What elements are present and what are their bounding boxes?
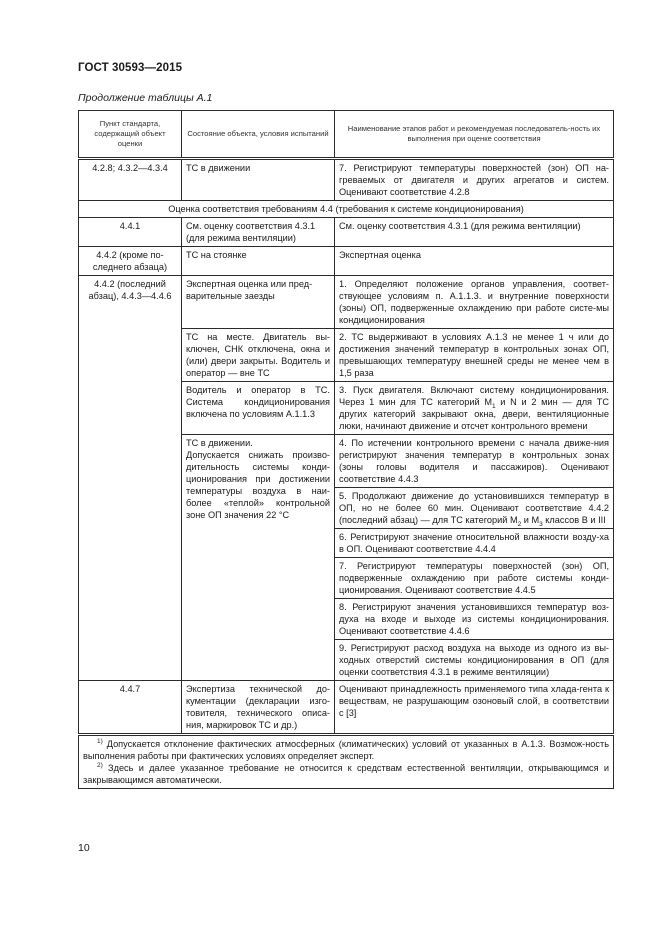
condition-cell: ТС на стоянке <box>182 247 335 276</box>
condition-cell: Экспертиза технической до-кументации (декларации изго-товителя, технического описа-ния, маркировок ТС и др.) <box>182 681 335 735</box>
stage-cell: Экспертная оценка <box>335 247 614 276</box>
stage-cell: 1. Определяют положение органов управления, соответ-ствующее условиям п. А.1.1.3. и внутренние поверхности (зоны) ОП, подверженные охлаждению при работе систе-мы кондиционирования <box>335 276 614 329</box>
condition-cell <box>182 435 335 681</box>
stage-text: 3. Пуск двигателя. Включают систему кондиционирования. Через 1 мин для ТС категорий М <box>339 385 609 407</box>
condition-cell: Водитель и оператор в ТС. Система кондиционирования включена по условиям А.1.1.3 <box>182 382 335 435</box>
notes-row <box>79 735 614 789</box>
stage-cell: 7. Регистрируют температуры поверхностей (зон) ОП, подверженные охлаждению при работе системы конди-ционирования. Оценивают соответствие 4.4.5 <box>335 558 614 599</box>
stage-cell: 9. Регистрируют расход воздуха на выходе из одного из вы-ходных отверстий системы кондиционирования в ОП (для оценки соответствия 4.3.1 в режиме вентиляции) <box>335 640 614 681</box>
condition-line: Допускается снижать произво-дительность системы конди-ционирования при достижении температуры воздуха в наи-более «теплой» контрольной зоне ОП значения 22 °С <box>186 450 330 520</box>
point-cell: 4.4.2 (кроме по-следнего абзаца) <box>79 247 182 276</box>
table-row <box>79 247 614 276</box>
subscript: 3 <box>539 520 543 528</box>
stage-cell: 8. Регистрируют значения установившихся температур воз-духа на входе и выходе из системы кондиционирования. Оценивают соответствие 4.4.6 <box>335 599 614 640</box>
stage-cell: Оценивают принадлежность применяемого типа хлада-гента к веществам, не разрушающим озоновый слой, в соответствии с [3] <box>335 681 614 735</box>
column-header-condition: Состояние объекта, условия испытаний <box>182 111 335 159</box>
section-heading: Оценка соответствия требованиям 4.4 (требования к системе кондиционирования) <box>79 201 614 218</box>
stage-cell: 4. По истечении контрольного времени с начала движе-ния регистрируют значения температур в контрольных зонах (зоны головы водителя и пассажиров). Оценивают соответствие 4.4.3 <box>335 435 614 488</box>
stage-text: и М <box>521 515 540 525</box>
stage-cell: См. оценку соответствия 4.3.1 (для режима вентиляции) <box>335 218 614 247</box>
stage-cell: 2. ТС выдерживают в условиях А.1.3 не менее 1 ч или до достижения значений температур в контрольных зонах ОП, превышающих температуру внешней среды не менее чем в 1,5 раза <box>335 329 614 382</box>
subscript: 2 <box>517 520 522 528</box>
stage-cell: 6. Регистрируют значение относительной влажности возду-ха в ОП. Оценивают соответствие 4.4.4 <box>335 529 614 558</box>
table-row <box>79 681 614 735</box>
point-cell: 4.2.8; 4.3.2—4.3.4 <box>79 159 182 201</box>
table-row <box>79 159 614 201</box>
footnote <box>83 762 609 786</box>
point-cell: 4.4.1 <box>79 218 182 247</box>
condition-line: ТС в движении. <box>186 438 253 448</box>
table-caption: Продолжение таблицы А.1 <box>78 92 213 104</box>
page-number: 10 <box>78 842 90 854</box>
footnote <box>83 738 609 762</box>
stage-text: классов В и III <box>542 515 606 525</box>
point-cell: 4.4.2 (последний абзац), 4.4.3—4.4.6 <box>79 276 182 681</box>
footnote-mark: 1) <box>97 737 103 745</box>
column-header-stage: Наименование этапов работ и рекомендуемая последователь-ность их выполнения при оценке соответствия <box>335 111 614 159</box>
stage-cell: 7. Регистрируют температуры поверхностей (зон) ОП на-греваемых от двигателя и других агрегатов и систем. Оценивают соответствие 4.2.8 <box>335 159 614 201</box>
condition-cell: См. оценку соответствия 4.3.1 (для режима вентиляции) <box>182 218 335 247</box>
stage-text: и N и 2 мин — для ТС других категорий закрывают окна, двери, вентиляционные люки, начинают движение и отсчет контрольного времени <box>339 397 609 431</box>
table-row <box>79 218 614 247</box>
assessment-table <box>78 110 614 789</box>
stage-cell <box>335 382 614 435</box>
stage-cell <box>335 488 614 529</box>
table-notes <box>79 735 614 789</box>
condition-cell: ТС на месте. Двигатель вы-ключен, СНК отключена, окна и (или) двери закрыты. Водитель и оператор — вне ТС <box>182 329 335 382</box>
footnote-mark: 2) <box>97 761 103 769</box>
document-header-title: ГОСТ 30593—2015 <box>78 62 183 74</box>
table-row <box>79 276 614 329</box>
stage-text: 5. Продолжают движение до установившихся температур в ОП, но не более 60 мин. Оценивают соответствие 4.4.2 (последний абзац) — для ТС категорий М <box>339 491 609 525</box>
subscript: 1 <box>491 402 496 410</box>
condition-cell: ТС в движении <box>182 159 335 201</box>
column-header-point: Пункт стандарта, содержащий объект оценки <box>79 111 182 159</box>
section-row <box>79 201 614 218</box>
table-header-row <box>79 111 614 159</box>
condition-cell: Экспертная оценка или пред-варительные заезды <box>182 276 335 329</box>
footnote-text: Здесь и далее указанное требование не относится к средствам естественной вентиляции, открывающимся и закрывающимся автоматически. <box>83 763 609 785</box>
point-cell: 4.4.7 <box>79 681 182 735</box>
footnote-text: Допускается отклонение фактических атмосферных (климатических) условий от указанных в А.1.3. Возмож-ность выполнения работы при фактических условиях определяет эксперт. <box>83 739 609 761</box>
